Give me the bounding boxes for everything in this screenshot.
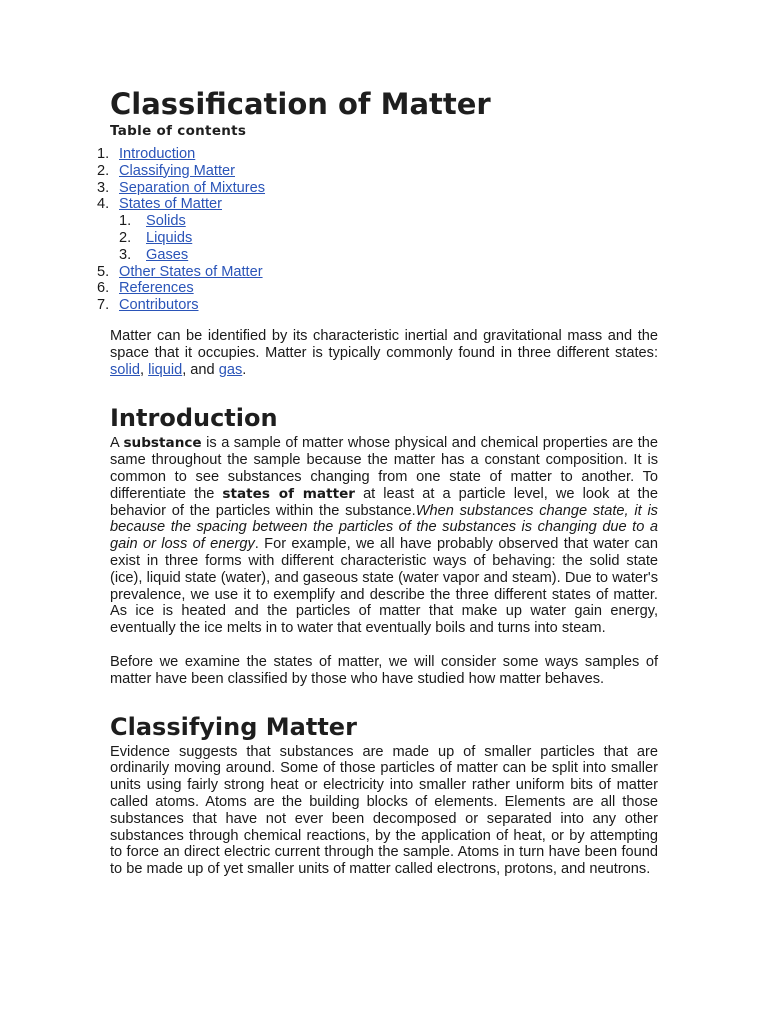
toc-number: 6. <box>97 280 110 297</box>
lead-separator: , and <box>182 361 219 378</box>
toc-link-classifying-matter[interactable]: Classifying Matter <box>119 162 235 179</box>
toc-link-contributors[interactable]: Contributors <box>119 297 199 314</box>
toc-number: 3. <box>97 179 110 196</box>
toc-number: 2. <box>119 229 132 246</box>
toc-item <box>88 180 658 197</box>
toc-number: 3. <box>119 246 132 263</box>
bold-term-states-of-matter: states of matter <box>222 485 355 502</box>
text-run: A <box>110 435 124 452</box>
toc-item <box>88 280 658 297</box>
toc-subitem <box>119 213 658 230</box>
section-heading-classifying-matter: Classifying Matter <box>110 712 357 741</box>
lead-paragraph <box>110 328 658 378</box>
toc-link-liquids[interactable]: Liquids <box>146 229 193 246</box>
toc-link-references[interactable]: References <box>119 280 194 297</box>
toc-link-other-states-of-matter[interactable]: Other States of Matter <box>119 263 263 280</box>
link-liquid[interactable]: liquid <box>148 361 183 378</box>
toc-item <box>88 146 658 163</box>
toc-link-separation-of-mixtures[interactable]: Separation of Mixtures <box>119 179 266 196</box>
toc-number: 4. <box>97 196 110 213</box>
document-content <box>97 86 658 878</box>
classifying-paragraph-1: Evidence suggests that substances are made up of smaller particles that are ordinarily moving around. Some of those particles of matter can be split into smaller units using fairly strong heat or electricity into smaller rather uniform bits of matter called atoms. Atoms are the building blocks of elements. Elements are all those substances that have not ever been decomposed or separated into any other substances through chemical reactions, by the application of heat, or by attempting to force an direct electric current through the sample. Atoms in turn have been found to be made up of yet smaller units of matter called electrons, protons, and neutrons. <box>110 743 658 878</box>
toc-link-states-of-matter[interactable]: States of Matter <box>119 196 223 213</box>
toc-link-introduction[interactable]: Introduction <box>119 146 196 162</box>
link-solid[interactable]: solid <box>110 361 141 378</box>
bold-term-substance: substance <box>123 435 202 452</box>
toc-number: 1. <box>119 213 132 230</box>
lead-text: Matter can be identified by its characteristic inertial and gravitational mass and the space that it occupies. Matter is typically commonly found in three different states: <box>110 327 658 361</box>
text-run: . For example, we all have probably observed that water can exist in three forms with different characteristic ways of behaving: the solid state (ice), liquid state (water), and gaseous state (water vapor and steam). Due to water's prevalence, we use it to exemplify and describe the three different states of matter. As ice is heated and the particles of matter that make up water gain energy, eventually the ice melts in to water that eventually boils and turns into steam. <box>110 536 658 637</box>
toc-item <box>88 264 658 281</box>
toc-link-gases[interactable]: Gases <box>146 246 189 263</box>
toc-heading: Table of contents <box>110 123 247 139</box>
introduction-paragraph-1 <box>110 435 658 637</box>
page-title: Classification of Matter <box>110 87 491 121</box>
toc-number: 2. <box>97 162 110 179</box>
link-gas[interactable]: gas <box>218 361 243 378</box>
toc-number: 1. <box>97 146 110 162</box>
toc-subitem <box>119 230 658 247</box>
toc-item <box>88 163 658 180</box>
lead-end: . <box>242 361 247 378</box>
introduction-paragraph-2: Before we examine the states of matter, we will consider some ways samples of matter have been classified by those who have studied how matter behaves. <box>110 653 658 687</box>
italic-statement: When substances change state, it is because the spacing between the particles of the substances is changing due to a gain or loss of energy <box>110 502 658 553</box>
toc-item <box>88 196 658 263</box>
toc-sublist <box>119 213 658 263</box>
text-run: at least at a particle level, we look at the behavior of the particles within the substance. <box>110 485 658 519</box>
toc-number: 5. <box>97 263 110 280</box>
toc-item <box>88 297 658 314</box>
toc-subitem <box>119 247 658 264</box>
table-of-contents <box>88 146 658 314</box>
toc-number: 7. <box>97 297 110 314</box>
toc-link-solids[interactable]: Solids <box>146 213 186 230</box>
text-run: is a sample of matter whose physical and chemical properties are the same throughout the sample because the matter has a constant composition. It is common to see substances changing from one state of matter to another. To differentiate the <box>110 435 658 502</box>
section-heading-introduction: Introduction <box>110 404 278 433</box>
lead-separator: , <box>140 361 149 378</box>
